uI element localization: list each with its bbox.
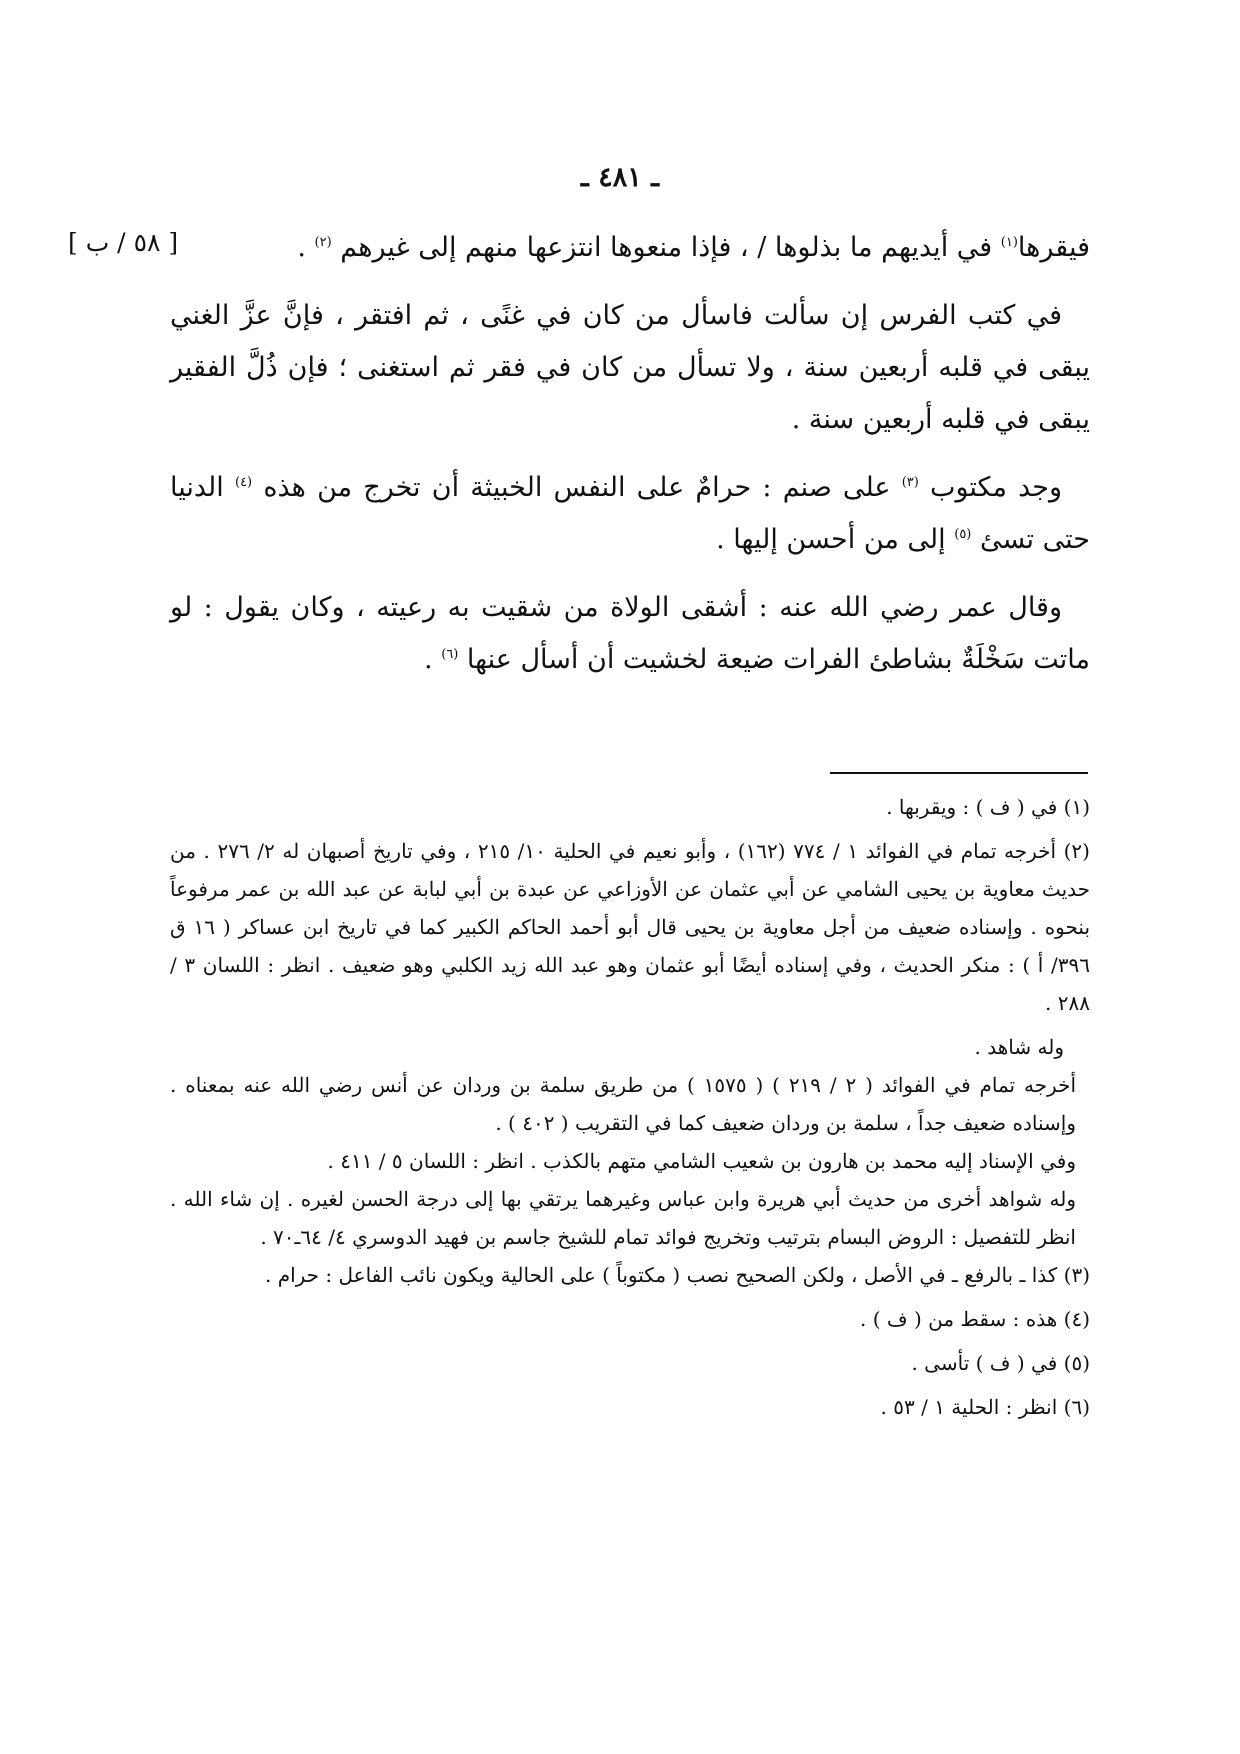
main-paragraph-4 (170, 582, 1090, 686)
footnotes (170, 788, 1090, 1432)
main-text-span: على صنم : حرامٌ على النفس الخبيثة أن تخرج من هذه (252, 472, 902, 503)
footnote-2-takhrij: أخرجه تمام في الفوائد ( ٢ / ٢١٩ ) ( ١٥٧٥ ) من طريق سلمة بن وردان عن أنس رضي الله عنه بمعناه . وإسناده ضعيف جداً ، سلمة بن وردان ضعيف كما في التقريب ( ٤٠٢ ) . (170, 1073, 1077, 1135)
main-text-span: الدنيا حتى تسئ (170, 472, 1090, 555)
main-text-span: في أيديهم ما بذلوها / ، فإذا منعوها انتزعها منهم إلى غيرهم (331, 232, 1001, 263)
footnote-ref-4: (٤) (234, 475, 253, 490)
footnote-ref-6: (٦) (441, 647, 459, 662)
main-text-span: إلى من أحسن إليها . (716, 524, 955, 555)
folio-marker: [ ٥٨ / ب ] (68, 228, 179, 257)
footnote-2-shahid: وله شاهد . (974, 1035, 1064, 1059)
main-text-span: وجد مكتوب (918, 472, 1062, 503)
footnote-ref-5: (٥) (954, 527, 972, 542)
footnote-ref-1: (١) (1000, 235, 1018, 250)
footnote-5: (٥) في ( ف ) تأسى . (911, 1351, 1090, 1375)
footnote-ref-2: (٢) (314, 235, 332, 250)
main-text-span: . (297, 232, 315, 263)
main-paragraph-2: في كتب الفرس إن سألت فاسأل من كان في غنًى ، ثم افتقر ، فإنَّ عزَّ الغني يبقى في قلبه أربعين سنة ، ولا تسأل من كان في فقر ثم استغنى ؛ فإن ذُلَّ الفقير يبقى في قلبه أربعين سنة . (170, 300, 1090, 435)
footnote-2-shawahid: وله شواهد أخرى من حديث أبي هريرة وابن عباس وغيرهما يرتقي بها إلى درجة الحسن لغيره . إن شاء الله . انظر للتفصيل : الروض البسام بترتيب وتخريج فوائد تمام للشيخ جاسم بن فهيد الدوسري ٤/ ٦٤ـ٧٠ . (170, 1187, 1076, 1249)
main-text (170, 222, 1090, 702)
footnote-3: (٣) كذا ـ بالرفع ـ في الأصل ، ولكن الصحيح نصب ( مكتوباً ) على الحالية ويكون نائب الفاعل : حرام . (264, 1263, 1090, 1287)
main-paragraph-3 (170, 462, 1090, 566)
footnote-1: (١) في ( ف ) : ويقربها . (886, 795, 1090, 819)
footnote-2: (٢) أخرجه تمام في الفوائد ١ / ٧٧٤ (١٦٢) ، وأبو نعيم في الحلية ١٠/ ٢١٥ ، وفي تاريخ أصبهان له ٢/ ٢٧٦ . من حديث معاوية بن يحيى الشامي عن أبي عثمان عن الأوزاعي عن عبدة بن أبي لبابة عن عبد الله بن عمر مرفوعاً بنحوه . وإسناده ضعيف من أجل معاوية بن يحيى قال أبو أحمد الحاكم الكبير كما في تاريخ ابن عساكر ( ١٦ ق ٣٩٦/ أ ) : منكر الحديث ، وفي إسناده أيضًا أبو عثمان وهو عبد الله زيد الكلبي وهو ضعيف . انظر : اللسان ٣ / ٢٨٨ . (170, 839, 1091, 1015)
footnote-6: (٦) انظر : الحلية ١ / ٥٣ . (880, 1395, 1090, 1419)
main-text-span: . (424, 644, 442, 675)
main-text-span: وقال عمر رضي الله عنه : أشقى الولاة من شقيت به رعيته ، وكان يقول : لو ماتت سَخْلَةٌ بشاطئ الفرات ضيعة لخشيت أن أسأل عنها (170, 592, 1090, 675)
main-paragraph-1 (170, 222, 1090, 274)
footnote-2-isnad: وفي الإسناد إليه محمد بن هارون بن شعيب الشامي متهم بالكذب . انظر : اللسان ٥ / ٤١١ . (327, 1149, 1076, 1173)
page-number: ـ ٤٨١ ـ (580, 162, 660, 193)
footnote-ref-3: (٣) (901, 475, 919, 490)
footnote-4: (٤) هذه : سقط من ( ف ) . (860, 1307, 1090, 1331)
footnote-divider (830, 772, 1088, 774)
main-text-span: فيقرها (1017, 232, 1090, 263)
